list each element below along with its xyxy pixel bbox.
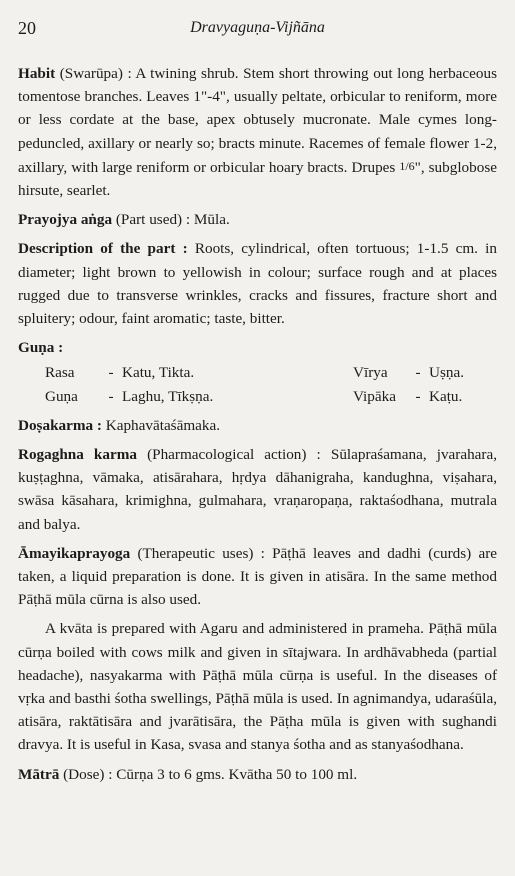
habit-text-b: ", subglobose hirsute, searlet. <box>18 158 497 200</box>
rogaghna-label-paren: (Pharmacological action) : <box>136 446 321 464</box>
rogaghna-text: Sūlapraśamana, jvarahara, kuṣṭaghna, vāmaka, atisārahara, hṛdya dāhanigraha, kandughna, viṣahara, swāsa kāsahara, krimighna, gulmahara, vraṇaropaṇa, raktaśodhana, mutrala and balya. <box>18 446 498 533</box>
guna-table <box>18 361 497 407</box>
matra-label: Mātrā <box>18 765 60 783</box>
habit-label: Habit <box>18 65 56 82</box>
part-used-text: (Part used) : Mūla. <box>112 211 230 229</box>
matra-section <box>18 763 497 786</box>
guna-key: Guṇa <box>45 387 78 405</box>
guna-key: Vipāka <box>353 387 396 405</box>
drupe-fraction: 1/6 <box>399 158 415 173</box>
part-used-section <box>18 208 497 231</box>
rogaghna-section <box>18 443 497 536</box>
matra-text: (Dose) : Cūrṇa 3 to 6 gms. Kvātha 50 to 100 ml. <box>59 765 358 783</box>
guna-label: Guṇa : <box>18 339 64 357</box>
habit-section <box>18 62 497 202</box>
guna-value: Kaṭu. <box>429 387 463 405</box>
page-body <box>18 62 497 792</box>
amayika-label: Āmayikaprayoga <box>18 544 131 562</box>
guna-key: Vīrya <box>353 364 388 382</box>
habit-text-a: A twining shrub. Stem short throwing out long herbaceous tomentose branches. Leaves 1"-4", usually peltate, orbicular to reniform, more or less cordate at the base, apex obtusely mucronate. Male cymes long-peduncled, axillary or nearly so; bracts minute. Racemes of female flower 1-2, axillary, with large reniform or orbicular hoary bracts. Drupes <box>18 65 497 176</box>
dosakarma-text: Kaphavātaśāmaka. <box>101 416 221 434</box>
running-title: Dravyaguṇa-Vijñāna <box>190 19 325 36</box>
amayika-text: Pāṭhā leaves and dadhi (curds) are taken, a liquid preparation is done. It is given in atisāra. In the same method Pāṭhā mūla cūrna is also used. <box>18 544 497 609</box>
dosakarma-label: Doṣakarma : <box>18 416 102 434</box>
dosakarma-section <box>18 414 497 437</box>
guna-dash: - <box>415 364 421 382</box>
guna-dash: - <box>108 364 114 382</box>
description-section <box>18 237 497 330</box>
guna-value: Katu, Tikta. <box>122 364 195 382</box>
part-used-label: Prayojya aṅga <box>18 211 113 229</box>
description-label: Description of the part : <box>18 240 188 258</box>
guna-dash: - <box>415 387 421 405</box>
kvata-paragraph: A kvāta is prepared with Agaru and administered in prameha. Pāṭhā mūla cūrṇa boiled with cows milk and given in sītajwara. In ardhāvabheda (partial headache), nasyakarma with Pāṭhā mūla cūrṇa is useful. In the diseases of vṛka and basthi śotha swellings, Pāṭhā mūla is used. In agnimandya, udaraśūla, atisāra, raktātisāra and jvarātisāra, the Pāṭha mūla is given with sughandi dravya. It is useful in Kasa, svasa and stanya śotha and as stanyaśodhana. <box>18 620 497 754</box>
page-number: 20 <box>18 18 36 38</box>
habit-label-paren: (Swarūpa) : <box>59 65 132 82</box>
page-header <box>18 18 497 42</box>
guna-value: Laghu, Tīkṣṇa. <box>122 387 214 405</box>
amayika-section <box>18 542 497 612</box>
description-text: Roots, cylindrical, often tortuous; 1-1.5 cm. in diameter; light brown to yellowish in colour; surface rough and at places rugged due to transverse wrinkles, cracks and fissures, fracture short and spluitery; odour, faint aromatic; taste, bitter. <box>18 240 497 328</box>
guna-heading-row <box>18 336 497 359</box>
guna-dash: - <box>108 387 114 405</box>
amayika-label-paren: (Therapeutic uses) : <box>130 544 265 562</box>
rogaghna-label: Rogaghna karma <box>18 446 137 464</box>
guna-key: Rasa <box>45 364 75 382</box>
guna-value: Uṣṇa. <box>429 364 465 382</box>
